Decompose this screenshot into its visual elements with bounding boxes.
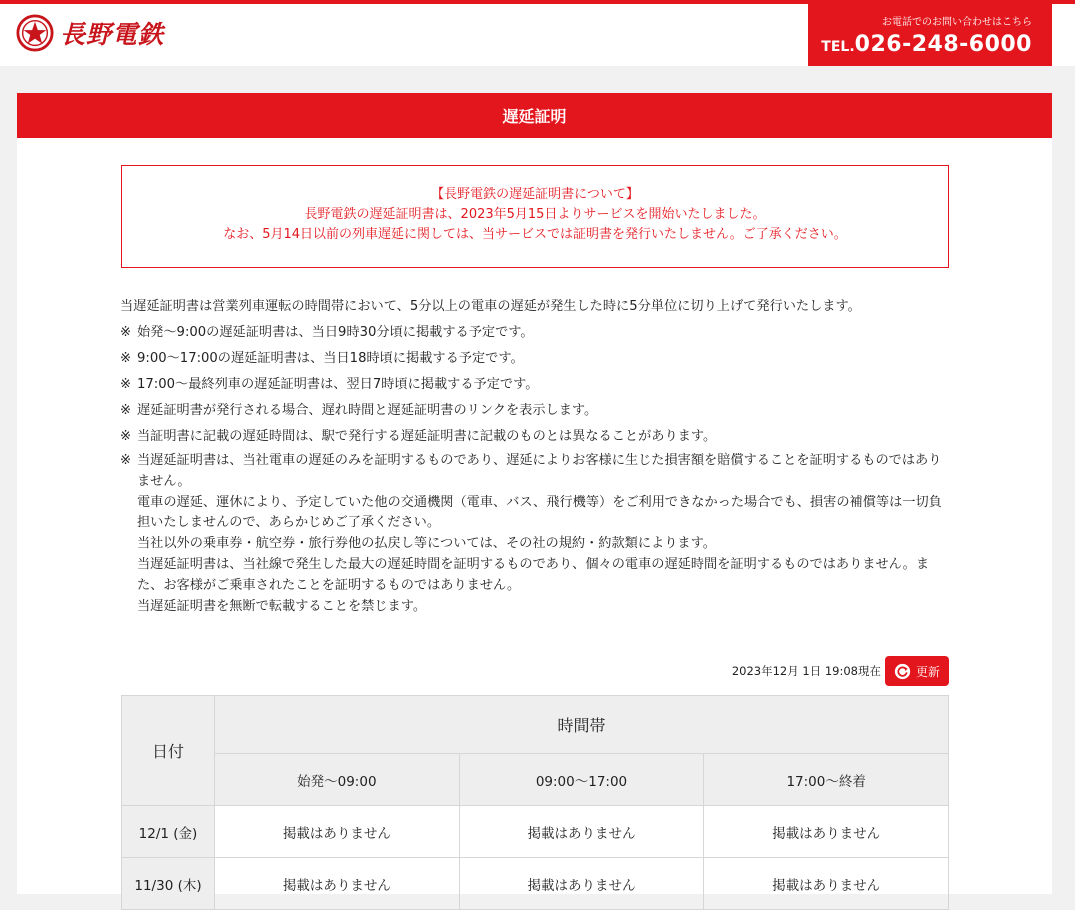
tel-prefix: TEL. <box>821 39 855 55</box>
time-band-header: 時間帯 <box>215 696 949 754</box>
note-mark: ※ <box>120 429 132 444</box>
tel-line <box>808 32 1032 57</box>
note-mark: ※ <box>120 377 132 392</box>
note-mark: ※ <box>120 351 132 366</box>
refresh-button[interactable] <box>885 656 949 686</box>
table-cell: 掲載はありません <box>215 806 460 858</box>
note-item: ※ 9:00～17:00の遅延証明書は、当日18時頃に掲載する予定です。 <box>120 351 524 366</box>
notice-line: なお、5月14日以前の列車遅延に関しては、当サービスでは証明書を発行いたしません。ご了承ください。 <box>223 227 847 242</box>
site-logo[interactable] <box>16 14 164 52</box>
row-date: 12/1 (金) <box>122 806 215 858</box>
brand-name: 長野電鉄 <box>60 20 165 49</box>
refresh-button-label: 更新 <box>915 664 940 679</box>
page-title: 遅延証明 <box>17 93 1052 138</box>
note-item: ※ 17:00～最終列車の遅延証明書は、翌日7時頃に掲載する予定です。 <box>120 377 539 392</box>
table-row <box>122 858 949 910</box>
star-wheel-logo-icon <box>16 14 54 52</box>
update-row <box>617 656 949 686</box>
updated-timestamp: 2023年12月 1日 19:08現在 <box>731 664 881 678</box>
table-cell: 掲載はありません <box>704 806 949 858</box>
band-header: 始発～09:00 <box>215 754 460 806</box>
intro-text: 当遅延証明書は営業列車運転の時間帯において、5分以上の電車の遅延が発生した時に5分単位に切り上げて発行いたします。 <box>120 299 861 314</box>
table-row <box>122 806 949 858</box>
note-mark: ※ <box>120 325 132 340</box>
tel-number: 026-248-6000 <box>854 32 1032 57</box>
delay-certificate-table <box>121 695 949 910</box>
note-item: ※ 当証明書に記載の遅延時間は、駅で発行する遅延証明書に記載のものとは異なることがあります。 <box>120 429 717 444</box>
notice-heading: 【長野電鉄の遅延証明書について】 <box>431 187 639 202</box>
note-item-disclaimer: ※ 当遅延証明書は、当社電車の遅延のみを証明するものであり、遅延によりお客様に生じた損害額を賠償することを証明するものではありません。 電車の遅延、運休により、予定していた他の交通機関（電車、バス、飛行機等）をご利用できなかった場合でも、損害の補償等は一切負担いたしませんので、あらかじめご了承ください。 当社以外の乗車券・航空券・旅行券他の払戻し等については、その社の規約・約款類によります。 当遅延証明書は、当社線で発生した最大の遅延時間を証明するものであり、個々の電車の遅延時間を証明するものではありません。また、お客様がご乗車されたことを証明するものではありません。 当遅延証明書を無断で転載することを禁じます。 <box>120 451 950 617</box>
table-cell: 掲載はありません <box>704 858 949 910</box>
row-date: 11/30 (木) <box>122 858 215 910</box>
note-mark: ※ <box>120 403 132 418</box>
notice-box <box>121 165 949 268</box>
band-header: 09:00～17:00 <box>459 754 704 806</box>
date-column-header: 日付 <box>122 696 215 806</box>
notes-list <box>120 323 950 624</box>
note-item: ※ 始発～9:00の遅延証明書は、当日9時30分頃に掲載する予定です。 <box>120 325 534 340</box>
note-mark: ※ <box>120 453 132 468</box>
site-header <box>0 4 1075 66</box>
main-content <box>17 138 1052 894</box>
tel-contact-box[interactable] <box>808 4 1052 66</box>
tel-note: お電話でのお問い合わせはこちら <box>882 17 1032 28</box>
notice-line: 長野電鉄の遅延証明書は、2023年5月15日よりサービスを開始いたしました。 <box>304 207 766 222</box>
band-header: 17:00～終着 <box>704 754 949 806</box>
table-cell: 掲載はありません <box>215 858 460 910</box>
table-cell: 掲載はありません <box>459 806 704 858</box>
table-cell: 掲載はありません <box>459 858 704 910</box>
note-item: ※ 遅延証明書が発行される場合、遅れ時間と遅延証明書のリンクを表示します。 <box>120 403 598 418</box>
refresh-icon <box>894 663 911 680</box>
